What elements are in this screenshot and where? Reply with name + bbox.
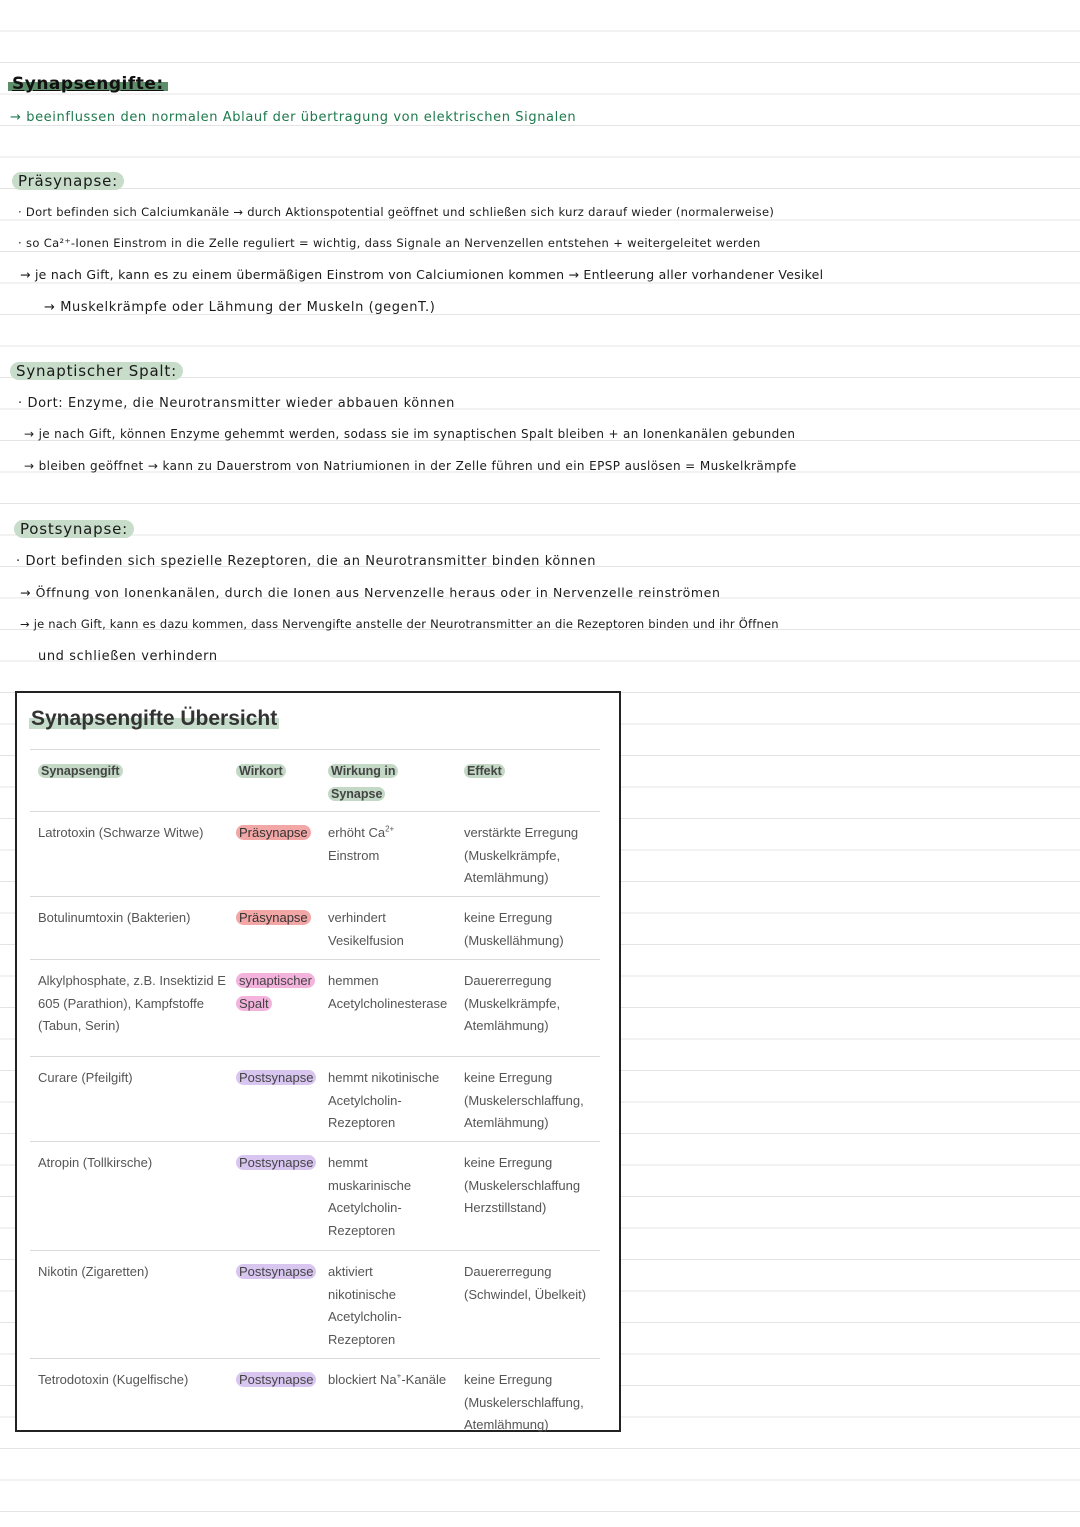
note-line: → je nach Gift, können Enzyme gehemmt werden, sodass sie im synaptischen Spalt bleiben + an Ionenkanälen gebunden xyxy=(24,427,796,441)
table-row xyxy=(30,811,600,896)
cell-gift: Botulinumtoxin (Bakterien) xyxy=(38,910,191,925)
cell-wirkung: aktiviert nikotinische Acetylcholin-Rezeptoren xyxy=(328,1264,402,1347)
cell-wirkort: Postsynapse xyxy=(236,1372,316,1387)
cell-wirkort: Präsynapse xyxy=(236,825,311,840)
section-heading-spalt: Synaptischer Spalt: xyxy=(10,362,183,380)
cell-effekt: keine Erregung (Muskelerschlaffung Herzstillstand) xyxy=(464,1155,581,1215)
cell-wirkort: Postsynapse xyxy=(236,1070,316,1085)
section-heading-postsynapse: Postsynapse: xyxy=(14,520,134,538)
note-line: → je nach Gift, kann es dazu kommen, dass Nervengifte anstelle der Neurotransmitter an die Rezeptoren binden und ihr Öffnen xyxy=(20,617,779,631)
cell-effekt: Dauererregung (Muskelkrämpfe, Atemlähmung) xyxy=(464,973,561,1033)
overview-table-card xyxy=(15,691,621,1432)
cell-gift: Latrotoxin (Schwarze Witwe) xyxy=(38,825,204,840)
cell-wirkort: synaptischer Spalt xyxy=(236,973,315,1011)
cell-effekt: keine Erregung (Muskelerschlaffung, Atemlähmung) xyxy=(464,1070,584,1130)
note-line: · Dort befinden sich Calciumkanäle → durch Aktionspotential geöffnet und schließen sich kurz darauf wieder (normalerweise) xyxy=(18,205,775,219)
handwritten-notes xyxy=(0,0,1080,690)
cell-gift: Atropin (Tollkirsche) xyxy=(38,1155,153,1170)
table-row xyxy=(30,1141,600,1250)
header-wirkung: Wirkung in Synapse xyxy=(328,764,398,801)
cell-wirkort: Postsynapse xyxy=(236,1264,316,1279)
cell-wirkort: Postsynapse xyxy=(236,1155,316,1170)
cell-gift: Curare (Pfeilgift) xyxy=(38,1070,133,1085)
cell-gift: Nikotin (Zigaretten) xyxy=(38,1264,149,1279)
cell-wirkung: hemmen Acetylcholinesterase xyxy=(328,973,448,1011)
table-row xyxy=(30,896,600,959)
table-row xyxy=(30,1358,600,1441)
note-line: · Dort: Enzyme, die Neurotransmitter wieder abbauen können xyxy=(18,396,455,411)
overview-title: Synapsengifte Übersicht xyxy=(31,707,278,730)
note-line: → bleiben geöffnet → kann zu Dauerstrom von Natriumionen in der Zelle führen und ein EPSP auslösen = Muskelkrämpfe xyxy=(24,459,797,473)
table-header-row xyxy=(30,749,600,811)
table-row xyxy=(30,1056,600,1141)
note-line: · so Ca²⁺-Ionen Einstrom in die Zelle reguliert = wichtig, dass Signale an Nervenzellen entstehen + weitergeleitet werden xyxy=(18,236,761,250)
cell-wirkung: hemmt nikotinische Acetylcholin-Rezeptoren xyxy=(328,1070,440,1130)
note-line: → Öffnung von Ionenkanälen, durch die Ionen aus Nervenzelle heraus oder in Nervenzelle reinströmen xyxy=(20,585,721,600)
page-title: Synapsengifte: xyxy=(8,74,168,94)
note-line: und schließen verhindern xyxy=(38,649,218,664)
header-wirkort: Wirkort xyxy=(236,764,286,778)
cell-wirkung: verhindert Vesikelfusion xyxy=(328,910,404,948)
header-synapsengift: Synapsengift xyxy=(38,764,123,778)
cell-effekt: keine Erregung (Muskellähmung) xyxy=(464,910,564,948)
note-line: · Dort befinden sich spezielle Rezeptoren, die an Neurotransmitter binden können xyxy=(16,554,597,569)
note-line: → Muskelkrämpfe oder Lähmung der Muskeln (gegenT.) xyxy=(44,300,436,315)
header-effekt: Effekt xyxy=(464,764,505,778)
cell-effekt: Dauererregung (Schwindel, Übelkeit) xyxy=(464,1264,587,1302)
cell-wirkung: blockiert Na+-Kanäle xyxy=(328,1371,447,1387)
table-row xyxy=(30,1250,600,1358)
note-line: → je nach Gift, kann es zu einem übermäßigen Einstrom von Calciumionen kommen → Entleerung aller vorhandener Vesikel xyxy=(20,267,824,282)
table-row xyxy=(30,959,600,1056)
cell-gift: Alkylphosphate, z.B. Insektizid E 605 (Parathion), Kampfstoffe (Tabun, Serin) xyxy=(38,973,226,1033)
intro-line: → beeinflussen den normalen Ablauf der übertragung von elektrischen Signalen xyxy=(10,110,577,125)
cell-wirkung: hemmt muskarinische Acetylcholin-Rezeptoren xyxy=(328,1155,412,1238)
cell-wirkung: erhöht $Ca^{2+}$ Einstrom xyxy=(328,824,395,863)
cell-effekt: verstärkte Erregung (Muskelkrämpfe, Atemlähmung) xyxy=(464,825,579,885)
cell-effekt: keine Erregung (Muskelerschlaffung, Atemlähmung) xyxy=(464,1372,584,1432)
cell-wirkort: Präsynapse xyxy=(236,910,311,925)
section-heading-praesynapse: Präsynapse: xyxy=(12,172,124,190)
overview-table xyxy=(30,749,600,1441)
cell-gift: Tetrodotoxin (Kugelfische) xyxy=(38,1372,189,1387)
